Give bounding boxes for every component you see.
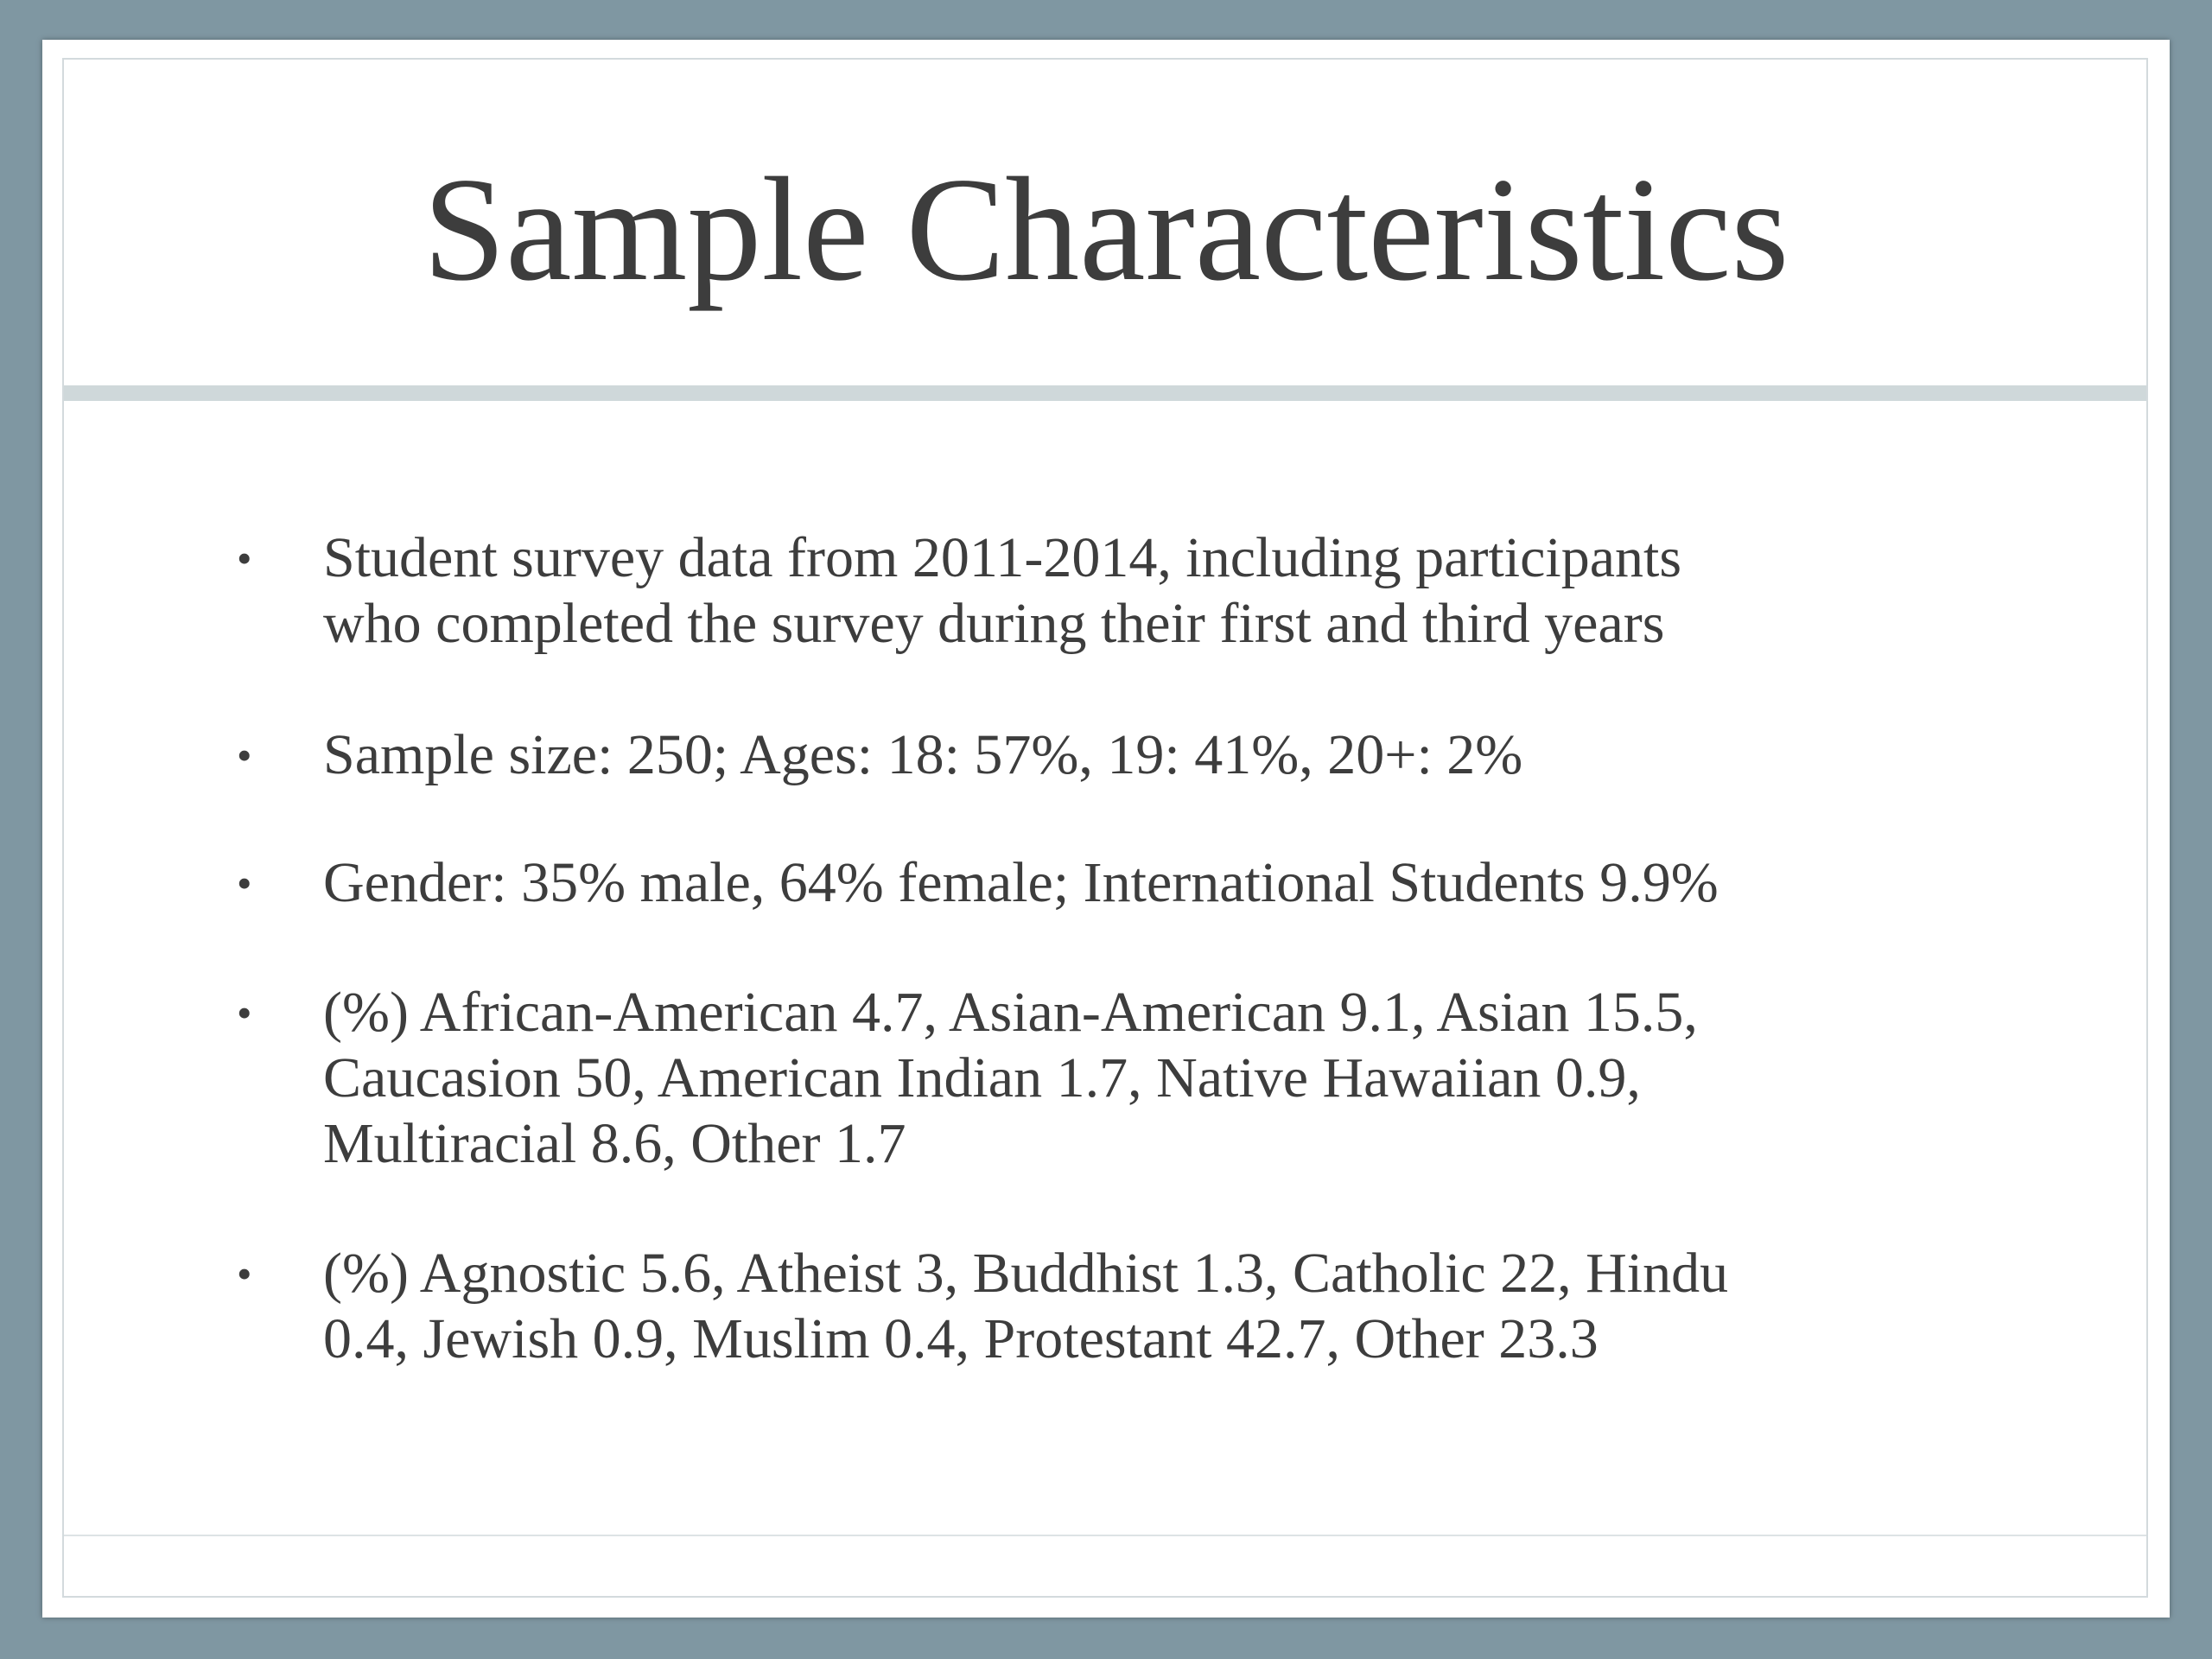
bullet-text <box>323 525 2017 657</box>
bullet-item-religion <box>237 1241 2017 1372</box>
slide-title: Sample Characteristics <box>423 148 1789 312</box>
bullet-icon: • <box>237 988 252 1037</box>
bullet-text <box>323 722 2017 788</box>
bullet-icon: • <box>237 731 252 779</box>
slide <box>42 40 2170 1618</box>
bullet-line: Caucasion 50, American Indian 1.7, Native Hawaiian 0.9, <box>323 1046 1641 1109</box>
bullet-text <box>323 980 2017 1177</box>
bullet-line: 0.4, Jewish 0.9, Muslim 0.4, Protestant 42.7, Other 23.3 <box>323 1307 1599 1370</box>
bullet-line: who completed the survey during their first and third years <box>323 592 1665 655</box>
footer-divider <box>64 1535 2146 1536</box>
bullet-item-gender <box>237 850 2017 916</box>
bullet-item-ethnicity <box>237 980 2017 1177</box>
bullet-line: Multiracial 8.6, Other 1.7 <box>323 1112 906 1175</box>
bullet-icon: • <box>237 534 252 582</box>
bullet-item-sample-size <box>237 722 2017 788</box>
bullet-icon: • <box>237 1249 252 1298</box>
bullet-icon: • <box>237 859 252 907</box>
bullet-line: (%) Agnostic 5.6, Atheist 3, Buddhist 1.3, Catholic 22, Hindu <box>323 1242 1729 1305</box>
bullet-line: Gender: 35% male, 64% female; International Students 9.9% <box>323 851 1719 914</box>
bullet-text <box>323 1241 2017 1372</box>
bullet-list <box>42 40 2170 1618</box>
bullet-text <box>323 850 2017 916</box>
bullet-line: Student survey data from 2011-2014, including participants <box>323 526 1682 589</box>
bullet-item-survey-data <box>237 525 2017 657</box>
bullet-line: Sample size: 250; Ages: 18: 57%, 19: 41%, 20+: 2% <box>323 723 1523 786</box>
bullet-line: (%) African-American 4.7, Asian-American 9.1, Asian 15.5, <box>323 981 1698 1044</box>
